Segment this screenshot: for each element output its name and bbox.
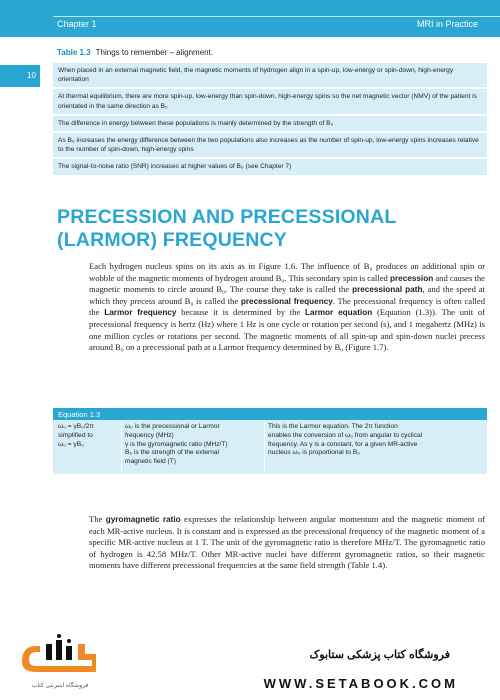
- equation-title: Equation 1.3: [58, 409, 101, 419]
- equation-explanation-column: This is the Larmor equation. The 2π function enables the conversion of ω₀ from angular to cyclical frequency. As γ is a constant, for a given MR-active nucleus ω₀ is proportional to B₀: [268, 423, 423, 457]
- table-number: Table 1.3: [57, 48, 91, 57]
- equation-box: [53, 408, 487, 474]
- body-paragraph-gyromagnetic: The gyromagnetic ratio expresses the relationship between angular momentum and the magnetic moment of each MR-active nucleus. It is constant and is expressed as the precessional frequency of the magnetic moment of a specific MR-active nucleus at 1 T. The unit of the gyromagnetic ratio is therefore MHz/T. The gyromagnetic ratio of hydrogen is 42.58 MHz/T. Other MR-active nuclei have different gyromagnetic ratios, so their magnetic moments have different precessional frequencies at the same field strength (Table 1.4).: [89, 514, 485, 571]
- section-heading: PRECESSION AND PRECESSIONAL (LARMOR) FREQUENCY: [57, 206, 397, 251]
- shop-name: فروشگاه کتاب پزشکی ستابوک: [309, 649, 450, 661]
- term-gyromagnetic-ratio: gyromagnetic ratio: [105, 515, 181, 524]
- term-larmor-frequency: Larmor frequency: [104, 308, 177, 318]
- term-precessional-path: precessional path: [352, 285, 423, 295]
- table-caption: [57, 48, 213, 57]
- alignment-table: [53, 63, 487, 177]
- shop-url[interactable]: WWW.SETABOOK.COM: [263, 676, 458, 691]
- equation-divider: [264, 422, 265, 472]
- table-row: When placed in an external magnetic field, the magnetic moments of hydrogen align in a spin-up, low-energy or spin-down, high-energy orientation: [53, 63, 487, 87]
- table-title: Things to remember – alignment.: [95, 48, 214, 57]
- equation-variables-column: ω₀ is the precessional or Larmor frequency (MHz) γ is the gyromagnetic ratio (MHz/T) B₀ is the strength of the external magnetic field (T): [125, 423, 228, 466]
- page-number: 10: [27, 71, 36, 80]
- table-row: As B₀ increases the energy difference between the two populations also increases as the number of spin-up, low-energy spins increases relative to the number of spin-down, high-energy spins: [53, 133, 487, 157]
- body-paragraph-precession: Each hydrogen nucleus spins on its axis as in Figure 1.6. The influence of B₀ produces an additional spin or wobble of the magnetic moments of hydrogen around B₀. This secondary spin is called precession and causes the magnetic moments to circle around B₀. The course they take is called the precessional path, and the speed at which they precess around B₀ is called the precessional frequency. The precessional frequency is often called the Larmor frequency because it is determined by the Larmor equation (Equation (1.3)). The unit of precessional frequency is hertz (Hz) where 1 Hz is one cycle or rotation per second (s), and 1 megahertz (MHz) is one million cycles or rotations per second. The magnetic moments of all spin-up and spin-down nuclei precess around B₀ on a precessional path at a Larmor frequency determined by B₀ (Figure 1.7).: [89, 261, 486, 353]
- equation-divider: [121, 422, 122, 472]
- term-larmor-equation: Larmor equation: [305, 308, 373, 318]
- running-head-chapter: Chapter 1: [57, 19, 97, 29]
- logo-subtitle: فروشگاه اینترنتی کتاب: [31, 683, 89, 689]
- term-precession: precession: [389, 273, 434, 283]
- table-row: At thermal equilibrium, there are more spin-up, low-energy than spin-down, high-energy spins so the net magnetic vector (NMV) of the patient is orientated in the same direction as B₀: [53, 89, 487, 113]
- setabook-logo: [18, 632, 100, 680]
- table-row: The signal-to-noise ratio (SNR) increases at higher values of B₀ (see Chapter 7): [53, 159, 487, 174]
- equation-formula-column: ω₀ = γB₀/2π simplified to ω₀ = γB₀: [58, 423, 94, 448]
- term-precessional-frequency: precessional frequency: [240, 296, 333, 306]
- table-row: The difference in energy between these populations is mainly determined by the strength of B₀: [53, 116, 487, 131]
- equation-title-bar: [53, 408, 487, 420]
- running-head-book-title: MRI in Practice: [416, 19, 478, 29]
